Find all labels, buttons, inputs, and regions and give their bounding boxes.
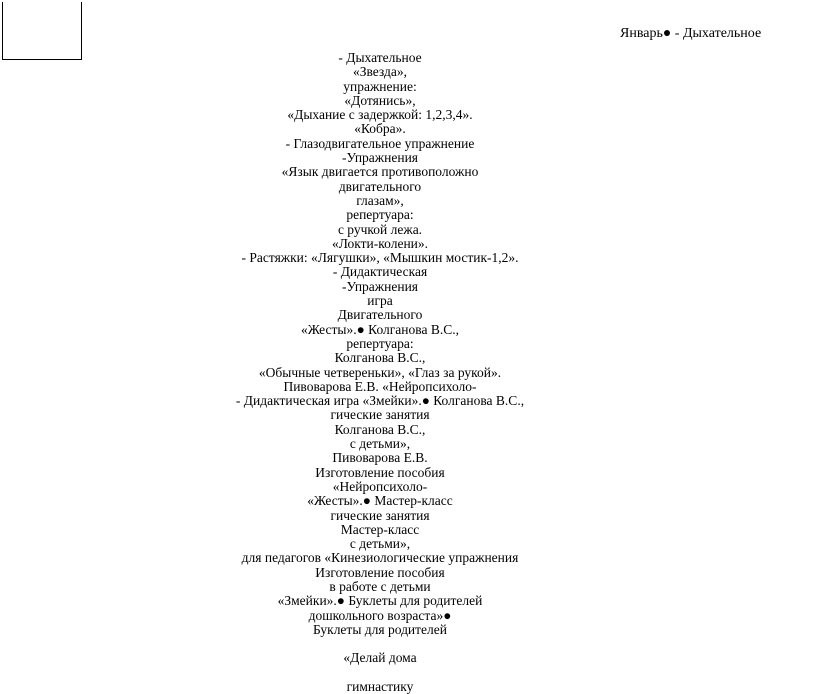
- text-line: «Звезда»,: [352, 64, 408, 80]
- text-line: глазам»,: [356, 192, 404, 208]
- text-line: «Локти-колени».: [331, 235, 429, 251]
- text-line: «Делай дома: [343, 650, 417, 666]
- text-line: упражнение:: [343, 78, 417, 94]
- text-line: с ручкой лежа.: [337, 221, 423, 237]
- text-line: «Обычные четвереньки», «Глаз за рукой».: [258, 364, 502, 380]
- text-line: - Дыхательное: [338, 50, 422, 65]
- text-line: -Упражнения: [341, 278, 419, 294]
- text-line: в работе с детьми: [329, 578, 431, 594]
- text-line: «Дыхание с задержкой: 1,2,3,4».: [287, 107, 473, 123]
- text-line: дошкольного возраста»●: [308, 607, 452, 623]
- plan-text-block: [0, 51, 760, 694]
- text-line: «Змейки».● Буклеты для родителей: [277, 593, 483, 609]
- text-line: гимнастику: [346, 679, 414, 694]
- text-line: «Нейропсихоло-: [332, 478, 428, 494]
- text-line: «Язык двигается противоположно: [281, 164, 479, 180]
- text-line: Колганова В.С.,: [334, 421, 426, 437]
- blank-line: [0, 637, 760, 651]
- text-line: - Глазодвигательное упражнение: [285, 135, 475, 151]
- text-line: двигательного: [338, 178, 422, 194]
- text-line: Пивоварова Е.В.: [332, 450, 428, 466]
- text-line: гические занятия: [330, 507, 430, 523]
- text-line: с детьми»,: [349, 436, 411, 452]
- text-line: с детьми»,: [349, 536, 411, 552]
- text-line: репертуара:: [346, 207, 414, 223]
- text-line: «Дотянись»,: [344, 92, 416, 108]
- text-line: гические занятия: [330, 407, 430, 423]
- text-line: Колганова В.С.,: [334, 350, 426, 366]
- text-line: репертуара:: [346, 335, 414, 351]
- text-line: Изготовление пособия: [315, 464, 445, 480]
- text-line: Мастер-класс: [340, 521, 420, 537]
- month-header: Январь● - Дыхательное: [620, 26, 762, 41]
- blank-line: [0, 666, 760, 680]
- text-line: «Кобра».: [354, 121, 406, 137]
- text-line: - Дидактическая игра «Змейки».● Колганова В.С.,: [235, 393, 525, 409]
- text-line: Двигательного: [337, 307, 423, 323]
- text-line: - Растяжки: «Лягушки», «Мышкин мостик-1,2».: [241, 250, 519, 266]
- text-line: «Жесты».● Колганова В.С.,: [301, 321, 459, 337]
- text-line: -Упражнения: [341, 150, 419, 166]
- text-line: - Дидактическая: [332, 264, 428, 280]
- text-line: Буклеты для родителей: [312, 621, 448, 637]
- text-line: игра: [367, 293, 393, 309]
- text-line: Пивоварова Е.В. «Нейропсихоло-: [283, 378, 477, 394]
- text-line: «Жесты».● Мастер-класс: [307, 493, 453, 509]
- text-line: для педагогов «Кинезиологические упражнения: [241, 550, 519, 566]
- text-line: Изготовление пособия: [315, 564, 445, 580]
